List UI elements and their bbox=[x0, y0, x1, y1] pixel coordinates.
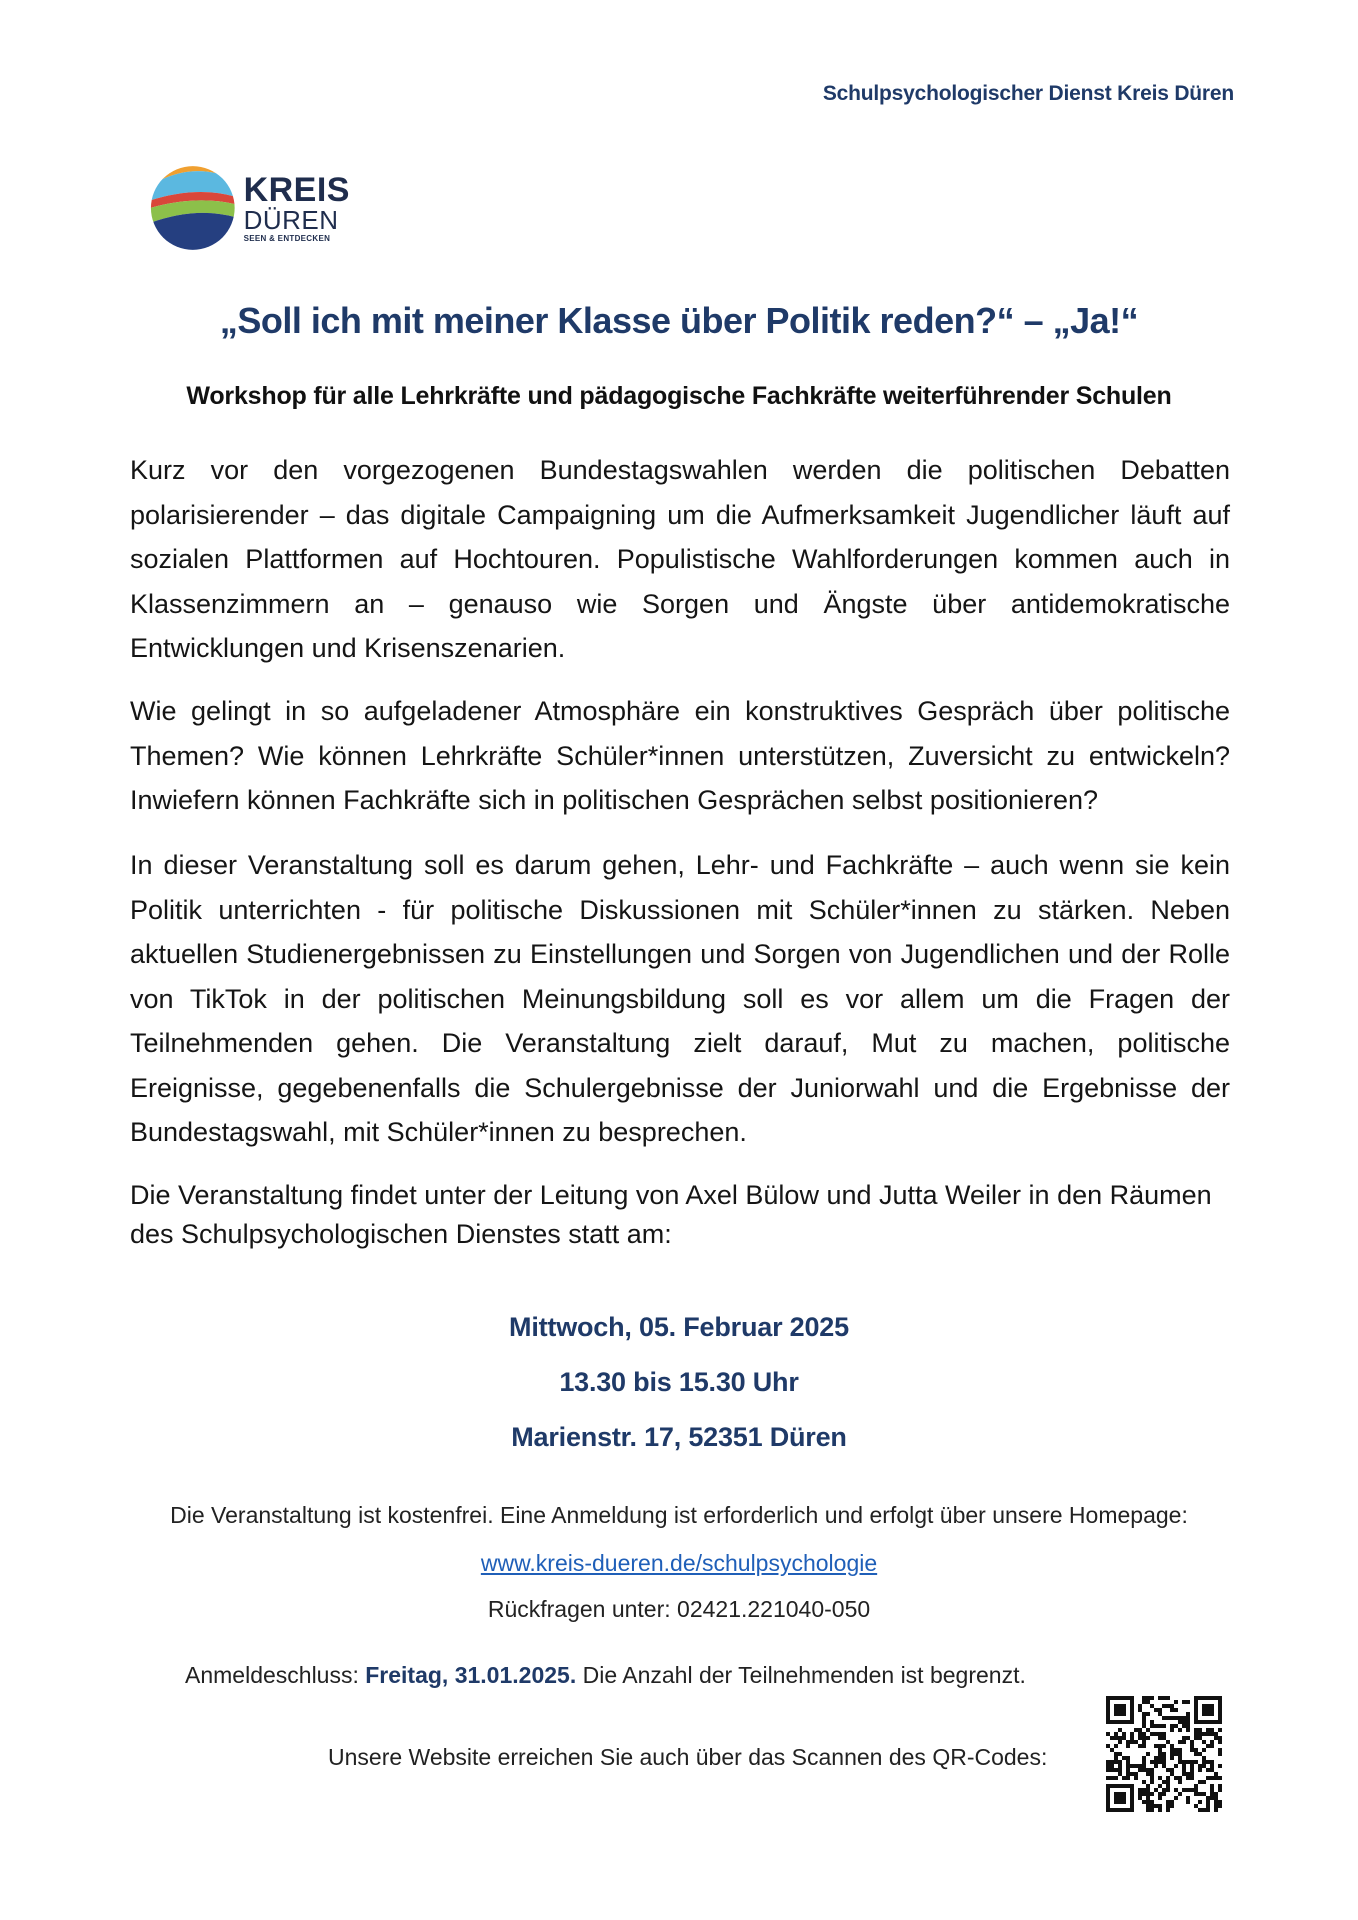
event-time: 13.30 bis 15.30 Uhr bbox=[559, 1367, 799, 1397]
event-date: Mittwoch, 05. Februar 2025 bbox=[509, 1312, 849, 1342]
registration-info: Die Veranstaltung ist kostenfrei. Eine Anmeldung ist erforderlich und erfolgt über unsere Homepage: bbox=[170, 1502, 1188, 1528]
logo-tagline: SEEN & ENTDECKEN bbox=[243, 234, 331, 243]
document-subtitle: Workshop für alle Lehrkräfte und pädagogische Fachkräfte weiterführender Schulen bbox=[186, 382, 1172, 410]
qr-code-caption: Unsere Website erreichen Sie auch über das Scannen des QR-Codes: bbox=[328, 1744, 1048, 1770]
paragraph-description: In dieser Veranstaltung soll es darum gehen, Lehr- und Fachkräfte – auch wenn sie kein Politik unterrichten - für politische Diskussionen mit Schüler*innen zu stärken. Neben aktuellen Studienergebnissen zu Einstellungen und Sorgen von Jugendlichen und der Rolle von TikTok in der politischen Meinungsbildung soll es vor allem um die Fragen der Teilnehmenden gehen. Die Veranstaltung zielt darauf, Mut zu machen, politische Ereignisse, gegebenenfalls die Schulergebnisse der Juniorwahl und die Ergebnisse der Bundestagswahl, mit Schüler*innen zu besprechen. bbox=[130, 850, 1230, 1147]
paragraph-leadership: Die Veranstaltung findet unter der Leitung von Axel Bülow und Jutta Weiler in den Räumen des Schulpsychologischen Dienstes statt am: bbox=[130, 1180, 1212, 1249]
deadline-rest: Die Anzahl der Teilnehmenden ist begrenzt. bbox=[576, 1662, 1026, 1688]
kreis-dueren-logo bbox=[150, 158, 350, 258]
qr-code-graphic bbox=[1098, 1688, 1230, 1820]
event-place: Marienstr. 17, 52351 Düren bbox=[511, 1422, 847, 1452]
phone-info: Rückfragen unter: 02421.221040-050 bbox=[487, 1596, 871, 1622]
logo-kreis-text: KREIS bbox=[243, 171, 350, 209]
deadline-date: Freitag, 31.01.2025. bbox=[365, 1662, 577, 1688]
kreis-dueren-emblem-icon bbox=[150, 162, 236, 254]
qr-code-icon[interactable] bbox=[1098, 1688, 1230, 1820]
homepage-link-row bbox=[0, 1550, 1358, 1577]
paragraph-questions: Wie gelingt in so aufgeladener Atmosphäre ein konstruktives Gespräch über politische Themen? Wie können Lehrkräfte Schüler*innen unterstützen, Zuversicht zu entwickeln? Inwiefern können Fachkräfte sich in politischen Gesprächen selbst positionieren? bbox=[130, 696, 1230, 815]
paragraph-intro: Kurz vor den vorgezogenen Bundestagswahlen werden die politischen Debatten polarisierender – das digitale Campaigning um die Aufmerksamkeit Jugendlicher läuft auf sozialen Plattformen auf Hochtouren. Populistische Wahlforderungen kommen auch in Klassenzimmern an – genauso wie Sorgen und Ängste über antidemokratische Entwicklungen und Krisenszenarien. bbox=[130, 455, 1230, 663]
organization-header: Schulpsychologischer Dienst Kreis Düren bbox=[822, 82, 1234, 105]
deadline-label: Anmeldeschluss: bbox=[185, 1662, 366, 1688]
registration-deadline bbox=[185, 1662, 1026, 1689]
logo-dueren-text: DÜREN bbox=[243, 205, 339, 235]
document-title: „Soll ich mit meiner Klasse über Politik reden?“ – „Ja!“ bbox=[219, 300, 1139, 341]
homepage-link[interactable]: www.kreis-dueren.de/schulpsychologie bbox=[480, 1550, 878, 1576]
